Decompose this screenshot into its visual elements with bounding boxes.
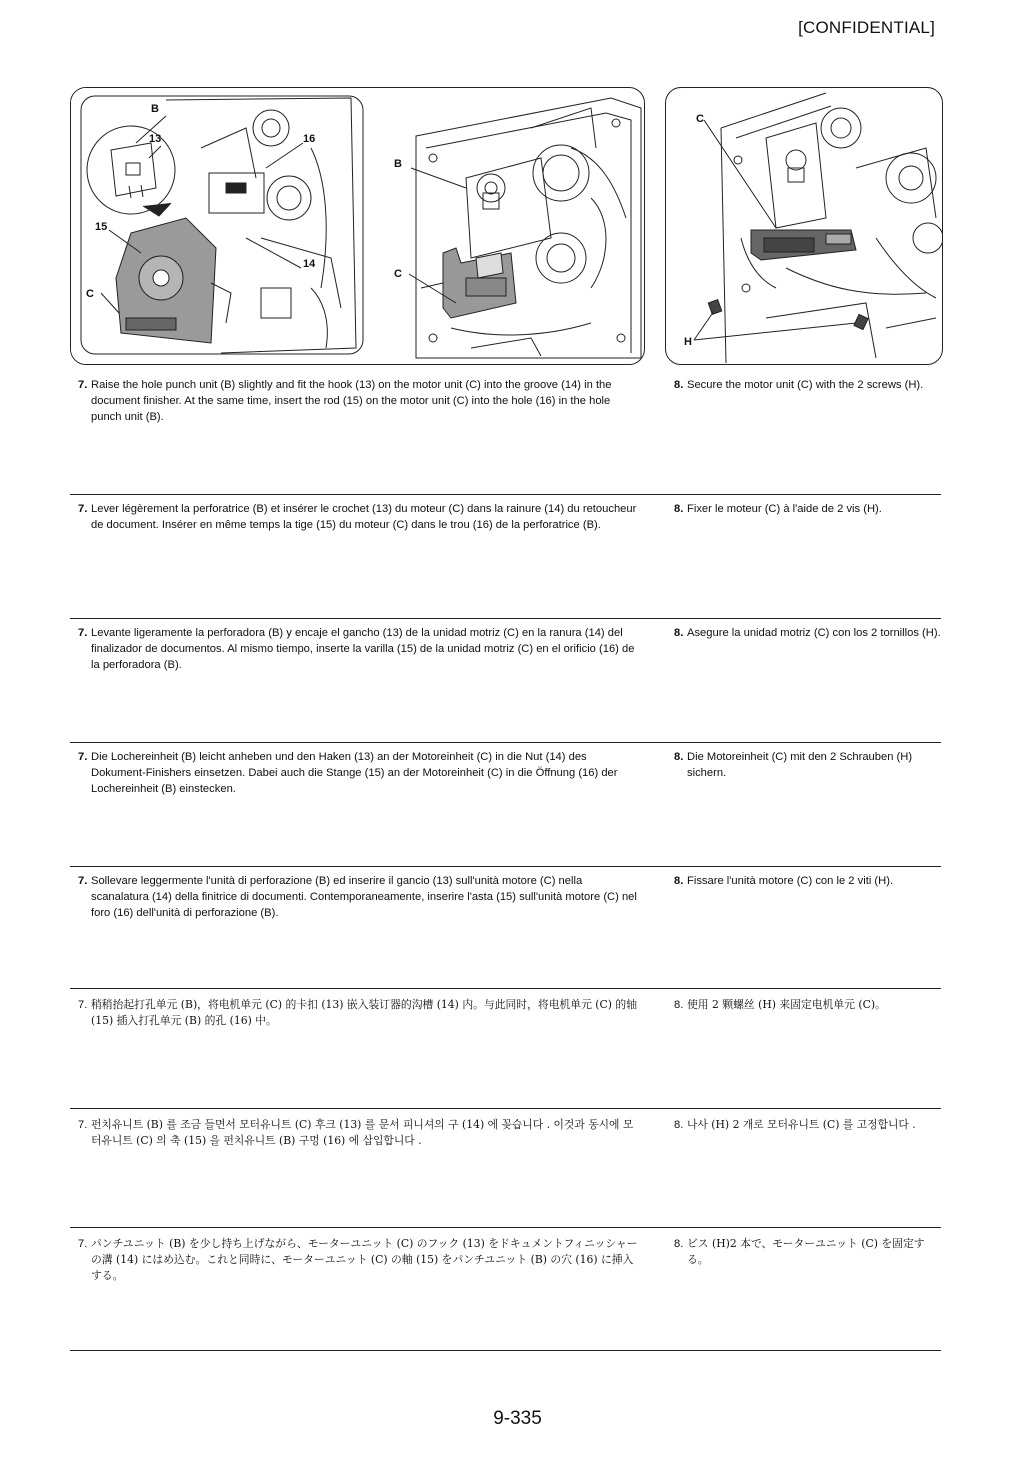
page-number: 9-335 [493,1408,542,1429]
step-number: 7. [78,503,88,515]
step-number: 8. [674,999,684,1011]
section-chinese [70,988,941,1027]
step-number: 8. [674,1238,684,1250]
step-7 [78,625,643,673]
step-8 [674,501,942,517]
step-number: 7. [78,999,88,1011]
callout-b-main: B [394,158,402,170]
step-number: 8. [674,751,684,763]
callout-h: H [684,336,692,348]
section-italian [70,866,941,919]
step-text: Fixer le moteur (C) à l'aide de 2 vis (H). [687,503,882,515]
section-german [70,742,941,795]
step-7 [78,997,643,1029]
step-7 [78,873,643,921]
step-number: 8. [674,627,684,639]
callout-c-main: C [394,268,402,280]
step-number: 8. [674,875,684,887]
step-text: Sollevare leggermente l'unità di perforazione (B) ed inserire il gancio (13) sull'unità motore (C) nella scanalatura (14) della finitrice di documenti. Contemporaneamente, inserire l'asta (15) sull'unità motore (C) nel foro (16) dell'unità di perforazione (B). [91,875,637,919]
confidential-label: [CONFIDENTIAL] [798,18,935,37]
step-text: 펀치유니트 (B) 를 조금 들면서 모터유니트 (C) 후크 (13) 를 문서 피니셔의 구 (14) 에 꽂습니다 . 이것과 동시에 모터유니트 (C) 의 축 (15) 을 펀치유니트 (B) 구멍 (16) 에 삽입합니다 . [91,1118,634,1147]
callout-13: 13 [149,133,162,145]
step-8 [674,377,942,393]
section-french [70,494,941,531]
callout-15: 15 [95,221,108,233]
step-text: Asegure la unidad motriz (C) con los 2 tornillos (H). [687,627,941,639]
figure-panel-left [70,87,645,365]
step-text: ビス (H)2 本で、モーターユニット (C) を固定する。 [687,1237,925,1266]
callout-c-left: C [86,288,94,300]
callout-b-inset: B [151,103,159,115]
bottom-divider [70,1350,941,1351]
motor-unit-install-illustration [71,88,644,364]
step-number: 7. [78,1238,88,1250]
step-7 [78,749,643,797]
step-7 [78,501,643,533]
step-7 [78,377,643,425]
step-text: Raise the hole punch unit (B) slightly and fit the hook (13) on the motor unit (C) into the groove (14) in the document finisher. At the same time, insert the rod (15) on the motor unit (C) into the hole (16) in the hole punch unit (B). [91,379,612,423]
step-text: Levante ligeramente la perforadora (B) y encaje el gancho (13) de la unidad motriz (C) en la ranura (14) del finalizador de documentos. Al mismo tiempo, inserte la varilla (15) de la unidad motriz (C) en el orificio (16) de la perforadora (B). [91,627,635,671]
step-8 [674,1236,942,1268]
step-text: Lever légèrement la perforatrice (B) et insérer le crochet (13) du moteur (C) dans la rainure (14) du retoucheur de document. Insérer en même temps la tige (15) du moteur (C) dans le trou (16) de la perforatrice (B). [91,503,637,531]
step-number: 8. [674,379,684,391]
step-8 [674,1117,942,1133]
step-text: 使用 2 颗螺丝 (H) 来固定电机单元 (C)。 [687,998,886,1011]
step-text: 나사 (H) 2 개로 모터유니트 (C) 를 고정합니다 . [687,1118,916,1131]
section-japanese [70,1227,941,1282]
figure-panel-right [665,87,943,365]
section-spanish [70,618,941,671]
step-number: 7. [78,627,88,639]
step-number: 7. [78,751,88,763]
callout-c-right: C [696,113,704,125]
step-text: 稍稍抬起打孔单元 (B)，将电机单元 (C) 的卡扣 (13) 嵌入装订器的沟槽 (14) 内。与此同时，将电机单元 (C) 的轴 (15) 插入打孔单元 (B) 的孔 (16) 中。 [91,998,638,1027]
step-text: パンチユニット (B) を少し持ち上げながら、モーターユニット (C) のフック (13) をドキュメントフィニッシャーの溝 (14) にはめ込む。これと同時に、モーターユニット (C) の軸 (15) をパンチユニット (B) の穴 (16) に挿入する。 [91,1237,638,1282]
section-korean [70,1108,941,1147]
step-text: Fissare l'unità motore (C) con le 2 viti (H). [687,875,894,887]
step-text: Die Motoreinheit (C) mit den 2 Schrauben (H) sichern. [687,751,913,779]
step-number: 8. [674,1119,684,1131]
callout-14: 14 [303,258,316,270]
step-8 [674,749,942,781]
step-text: Die Lochereinheit (B) leicht anheben und den Haken (13) an der Motoreinheit (C) in die Nut (14) des Dokument-Finishers einsetzen. Dabei auch die Stange (15) an der Motoreinheit (C) in die Öffnung (16) der Lochereinheit (B) einstecken. [91,751,618,795]
step-7 [78,1117,643,1149]
step-number: 7. [78,1119,88,1131]
step-7 [78,1236,643,1284]
step-number: 8. [674,503,684,515]
step-number: 7. [78,875,88,887]
callout-16: 16 [303,133,316,145]
step-8 [674,625,942,641]
motor-unit-screws-illustration [666,88,942,364]
step-number: 7. [78,379,88,391]
step-text: Secure the motor unit (C) with the 2 screws (H). [687,379,924,391]
step-8 [674,997,942,1013]
step-8 [674,873,942,889]
